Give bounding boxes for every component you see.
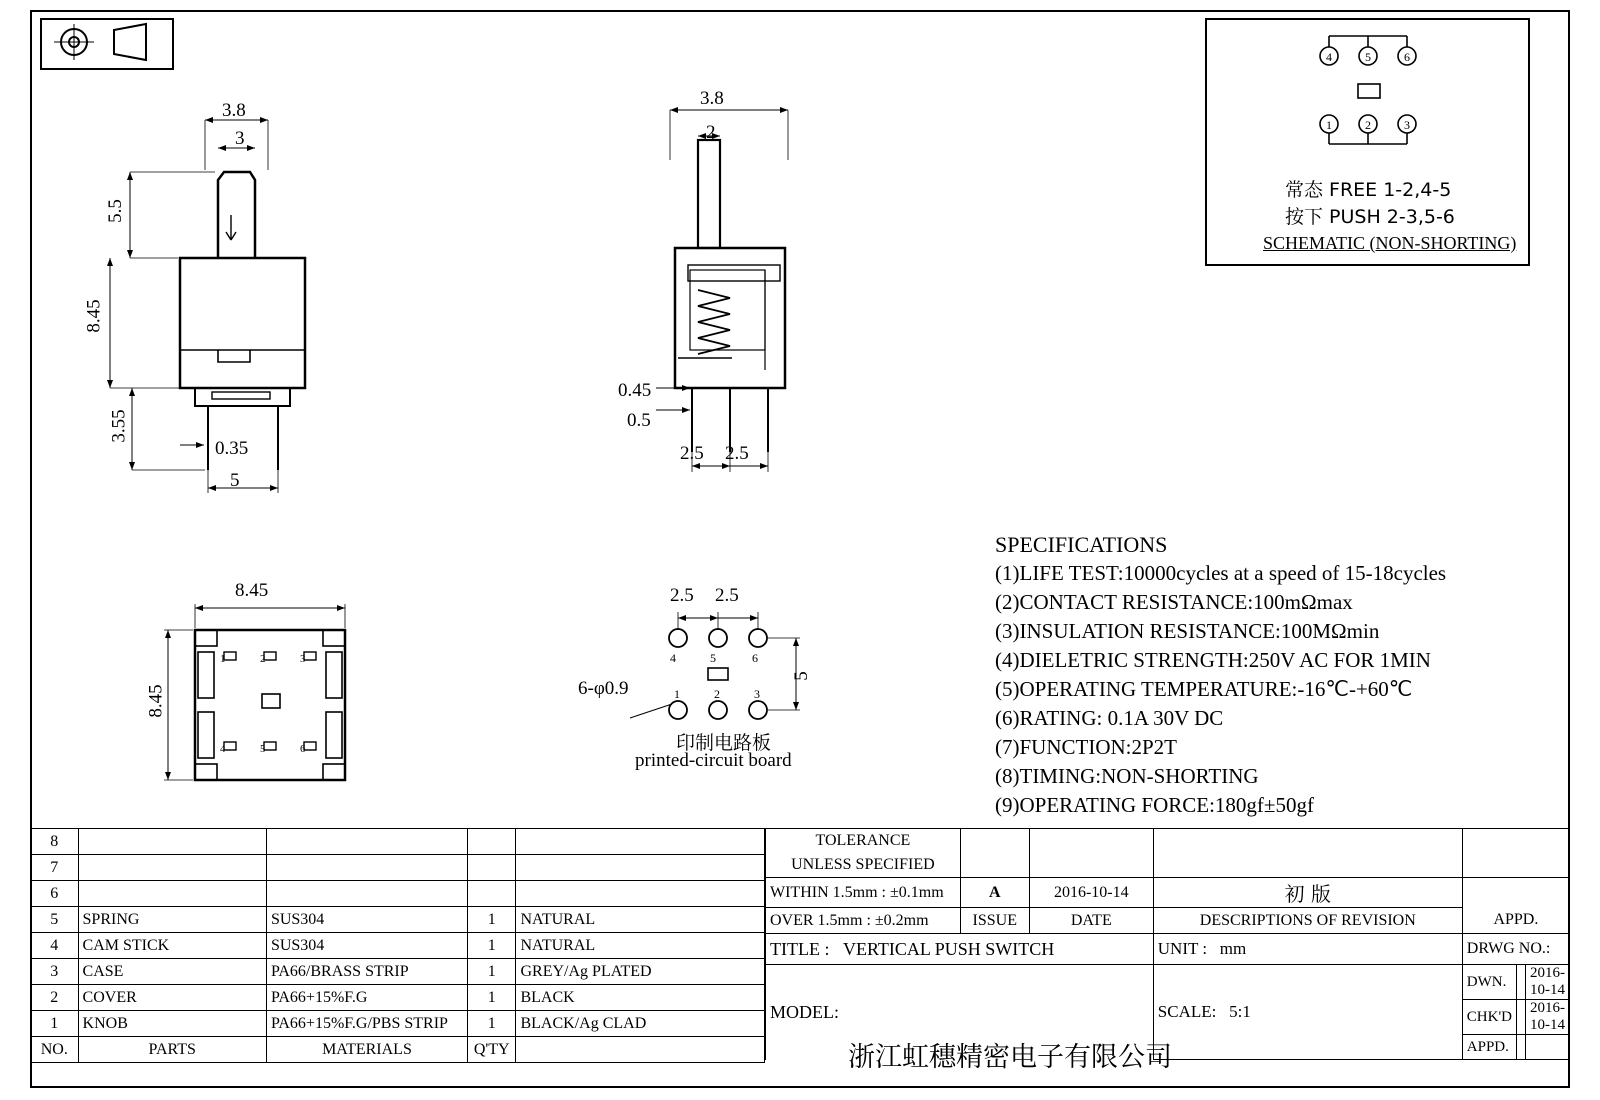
first-angle-projection-icon [42, 20, 168, 64]
table-header-row [31, 1037, 765, 1063]
svg-text:3: 3 [300, 653, 306, 665]
specifications-heading: SPECIFICATIONS [995, 532, 1168, 557]
tolerance-sub-row [766, 853, 1570, 878]
front-dim-0.35: 0.35 [215, 438, 249, 459]
front-dim-5.5: 5.5 [104, 199, 126, 223]
pcb-caption-en: printed-circuit board [635, 750, 792, 771]
issue-value: A [960, 878, 1029, 908]
cell-parts: KNOB [78, 1011, 266, 1037]
bottom-view-drawing [140, 590, 440, 820]
side-dim-0.45: 0.45 [618, 380, 652, 401]
cell-qty [467, 829, 516, 855]
tolerance-over-row [766, 908, 1570, 934]
appd-date-blank [1526, 1035, 1570, 1060]
cell-finish: BLACK [516, 985, 765, 1011]
tolerance-header-row [766, 829, 1570, 854]
bottom-dim-width: 8.45 [235, 580, 269, 601]
cell-qty: 1 [467, 907, 516, 933]
chkd-blank [1517, 1000, 1526, 1035]
front-view-drawing [100, 100, 430, 510]
date-value: 2016-10-14 [1029, 878, 1153, 908]
schematic-box [1205, 18, 1530, 266]
table-row [31, 985, 765, 1011]
spec-item-2: (2)CONTACT RESISTANCE:100mΩmax [995, 590, 1353, 614]
specifications-block [995, 530, 1565, 820]
pcb-dim-pitch-right: 2.5 [715, 585, 739, 606]
cell-materials: PA66+15%F.G [266, 985, 467, 1011]
cell-no: 2 [31, 985, 79, 1011]
cell-qty [467, 881, 516, 907]
pcb-caption-cn: 印制电路板 [676, 732, 772, 754]
spec-item-5: (5)OPERATING TEMPERATURE:-16℃-+60℃ [995, 677, 1413, 701]
side-dim-2: 2 [706, 122, 716, 143]
cell-materials: PA66/BRASS STRIP [266, 959, 467, 985]
revision-desc-value: 初 版 [1153, 878, 1462, 908]
table-row [31, 959, 765, 985]
cell-parts [78, 829, 266, 855]
table-row [31, 933, 765, 959]
svg-text:5: 5 [260, 743, 266, 755]
cell-no: 8 [31, 829, 79, 855]
table-row [31, 829, 765, 855]
blank-desc-mid [1153, 853, 1462, 878]
table-row [31, 1011, 765, 1037]
cell-no: 6 [31, 881, 79, 907]
drwg-no-label: DRWG NO.: [1462, 934, 1569, 965]
blank-date-mid [1029, 853, 1153, 878]
schematic-pin-diagram [1207, 20, 1528, 170]
header-parts: PARTS [78, 1037, 266, 1063]
side-dim-pitch-left: 2.5 [680, 443, 704, 464]
cell-qty: 1 [467, 933, 516, 959]
cell-materials [266, 881, 467, 907]
pcb-layout-drawing [600, 590, 920, 820]
svg-text:1: 1 [674, 687, 680, 701]
tolerance-within: WITHIN 1.5mm : ±0.1mm [766, 878, 961, 908]
cell-materials [266, 855, 467, 881]
table-row [31, 855, 765, 881]
unit-value: mm [1219, 939, 1247, 958]
cell-parts: CAM STICK [78, 933, 266, 959]
dwn-blank [1517, 965, 1526, 1000]
schematic-caption: SCHEMATIC (NON-SHORTING) [1263, 233, 1517, 253]
title-value: VERTICAL PUSH SWITCH [842, 938, 1055, 959]
cell-parts: SPRING [78, 907, 266, 933]
appd-row [1463, 1035, 1569, 1060]
pcb-dim-vertical: 5 [790, 671, 812, 681]
date-label: DATE [1029, 908, 1153, 934]
cell-qty [467, 855, 516, 881]
svg-text:4: 4 [220, 743, 226, 755]
schematic-free-text: 常态 FREE 1-2,4-5 [1285, 179, 1452, 201]
svg-text:5: 5 [1365, 50, 1371, 64]
spec-item-1: (1)LIFE TEST:10000cycles at a speed of 15-18cycles [995, 561, 1447, 585]
tolerance-within-row [766, 878, 1570, 908]
company-name: 浙江虹穗精密电子有限公司 [848, 1042, 1172, 1073]
svg-text:3: 3 [754, 687, 760, 701]
svg-text:2: 2 [714, 687, 720, 701]
spec-item-7: (7)FUNCTION:2P2T [995, 735, 1177, 759]
svg-text:1: 1 [1326, 118, 1332, 132]
cell-finish: GREY/Ag PLATED [516, 959, 765, 985]
side-dim-0.5: 0.5 [627, 410, 651, 431]
cell-no: 4 [31, 933, 79, 959]
chkd-date: 2016-10-14 [1526, 1000, 1570, 1035]
scale-value: 5:1 [1229, 1002, 1251, 1021]
front-dim-5: 5 [230, 470, 240, 491]
cell-parts: CASE [78, 959, 266, 985]
cell-qty: 1 [467, 959, 516, 985]
svg-text:4: 4 [670, 651, 676, 665]
svg-text:6: 6 [1404, 50, 1410, 64]
appd-blank [1517, 1035, 1526, 1060]
cell-no: 1 [31, 1011, 79, 1037]
cell-materials: SUS304 [266, 933, 467, 959]
svg-text:2: 2 [1365, 118, 1371, 132]
table-row [31, 881, 765, 907]
parts-table [30, 828, 765, 1063]
title-label: TITLE : [770, 938, 830, 959]
svg-text:6: 6 [752, 651, 758, 665]
blank-appd-3 [1462, 878, 1569, 908]
svg-text:2: 2 [260, 653, 266, 665]
cell-no: 3 [31, 959, 79, 985]
front-dim-3.8: 3.8 [222, 100, 246, 121]
pcb-hole-spec: 6-φ0.9 [578, 678, 629, 699]
cell-finish: NATURAL [516, 907, 765, 933]
cell-materials [266, 829, 467, 855]
header-qty: Q'TY [467, 1037, 516, 1063]
blank-appd-mid [1462, 853, 1569, 878]
signoff-cell [1462, 965, 1569, 1060]
cell-no: 7 [31, 855, 79, 881]
title-label-value [766, 934, 1154, 965]
appd-label: APPD. [1462, 908, 1569, 934]
header-no: NO. [31, 1037, 79, 1063]
model-label: MODEL: [766, 965, 1154, 1060]
header-finish [516, 1037, 765, 1063]
dwn-label: DWN. [1463, 965, 1517, 1000]
revision-desc-label: DESCRIPTIONS OF REVISION [1153, 908, 1462, 934]
title-row [766, 934, 1570, 965]
appd-row-label: APPD. [1463, 1035, 1517, 1060]
blank-date-top [1029, 829, 1153, 854]
front-dim-3: 3 [235, 128, 245, 149]
unit-label: UNIT : [1157, 939, 1208, 958]
cell-materials: SUS304 [266, 907, 467, 933]
side-dim-3.8: 3.8 [700, 88, 724, 109]
dwn-date: 2016-10-14 [1526, 965, 1570, 1000]
cell-finish: NATURAL [516, 933, 765, 959]
front-dim-8.45: 8.45 [83, 299, 105, 333]
cell-materials: PA66+15%F.G/PBS STRIP [266, 1011, 467, 1037]
chkd-label: CHK'D [1463, 1000, 1517, 1035]
cell-finish [516, 829, 765, 855]
side-dim-pitch-right: 2.5 [725, 443, 749, 464]
spec-item-3: (3)INSULATION RESISTANCE:100MΩmin [995, 619, 1380, 643]
side-view-drawing [620, 100, 880, 500]
tolerance-sub: UNLESS SPECIFIED [766, 853, 961, 878]
cell-parts [78, 855, 266, 881]
cell-parts: COVER [78, 985, 266, 1011]
cell-qty: 1 [467, 1011, 516, 1037]
blank-issue-mid [960, 853, 1029, 878]
schematic-push-text: 按下 PUSH 2-3,5-6 [1285, 206, 1455, 228]
cell-parts [78, 881, 266, 907]
tolerance-header: TOLERANCE [766, 829, 961, 854]
blank-issue-top [960, 829, 1029, 854]
tolerance-over: OVER 1.5mm : ±0.2mm [766, 908, 961, 934]
chkd-row [1463, 1000, 1569, 1035]
svg-text:1: 1 [220, 653, 226, 665]
scale-label: SCALE: [1157, 1002, 1217, 1021]
spec-item-6: (6)RATING: 0.1A 30V DC [995, 706, 1224, 730]
cell-no: 5 [31, 907, 79, 933]
front-dim-3.55: 3.55 [108, 409, 130, 443]
blank-appd-top [1462, 829, 1569, 854]
table-row [31, 907, 765, 933]
cell-qty: 1 [467, 985, 516, 1011]
spec-item-4: (4)DIELETRIC STRENGTH:250V AC FOR 1MIN [995, 648, 1431, 672]
dwn-row [1463, 965, 1569, 1000]
svg-text:4: 4 [1326, 50, 1332, 64]
svg-text:6: 6 [300, 743, 306, 755]
svg-text:3: 3 [1404, 118, 1410, 132]
title-block [30, 828, 1570, 1088]
cell-finish [516, 855, 765, 881]
spec-item-9: (9)OPERATING FORCE:180gf±50gf [995, 793, 1314, 817]
header-materials: MATERIALS [266, 1037, 467, 1063]
cell-finish: BLACK/Ag CLAD [516, 1011, 765, 1037]
issue-label: ISSUE [960, 908, 1029, 934]
cell-finish [516, 881, 765, 907]
pcb-dim-pitch-left: 2.5 [670, 585, 694, 606]
spec-item-8: (8)TIMING:NON-SHORTING [995, 764, 1259, 788]
unit-cell [1153, 934, 1462, 965]
projection-symbol-box [40, 18, 174, 70]
bottom-dim-height: 8.45 [145, 684, 167, 718]
svg-text:5: 5 [710, 651, 716, 665]
blank-desc-top [1153, 829, 1462, 854]
